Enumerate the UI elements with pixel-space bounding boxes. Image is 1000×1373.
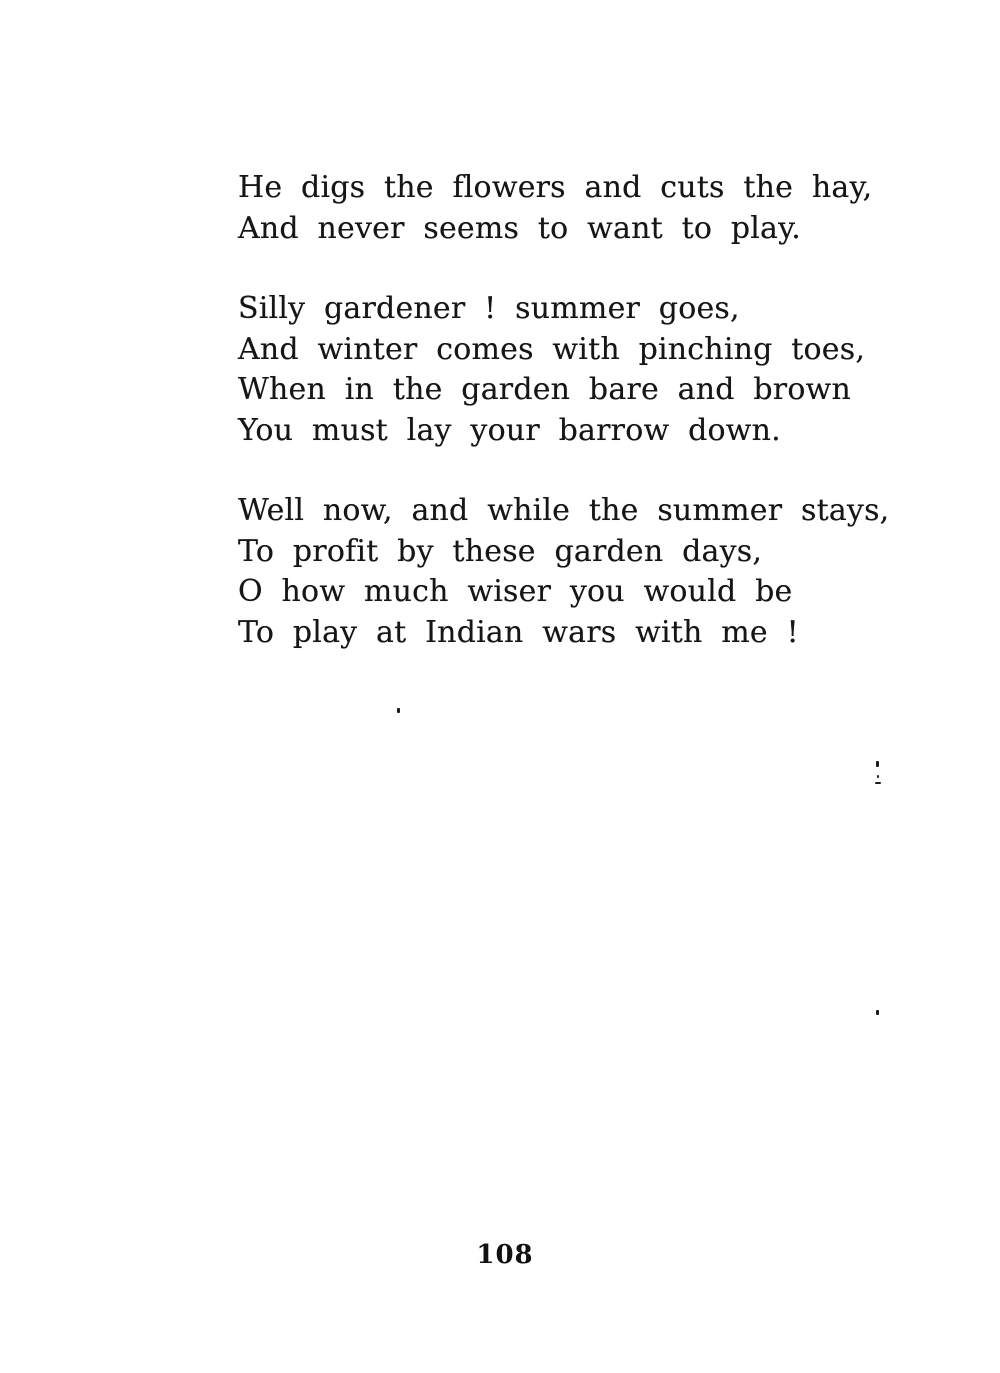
poem-line: He digs the flowers and cuts the hay, [238, 170, 873, 205]
poem-line: And winter comes with pinching toes, [238, 331, 866, 367]
print-speck [877, 775, 879, 778]
poem-line: When in the garden bare and brown [238, 372, 852, 407]
print-speck [876, 1010, 879, 1015]
poem-line: Well now, and while the summer stays, [238, 493, 890, 528]
poem-stanza [238, 491, 890, 653]
poem-line: You must lay your barrow down. [238, 412, 781, 448]
folio-area [0, 1240, 1000, 1270]
print-speck [875, 782, 881, 784]
poem-line: O how much wiser you would be [238, 574, 793, 609]
poem-stanza [238, 168, 873, 249]
poem-stanza [238, 289, 866, 451]
poem-line: To play at Indian wars with me ! [238, 614, 799, 650]
poem-line: And never seems to want to play. [238, 210, 802, 246]
print-speck [876, 761, 879, 767]
poem-line: To profit by these garden days, [238, 533, 763, 569]
poem-body [238, 168, 890, 693]
page-number: 108 [476, 1240, 534, 1270]
print-speck [397, 708, 400, 713]
poem-line: Silly gardener ! summer goes, [238, 291, 740, 326]
